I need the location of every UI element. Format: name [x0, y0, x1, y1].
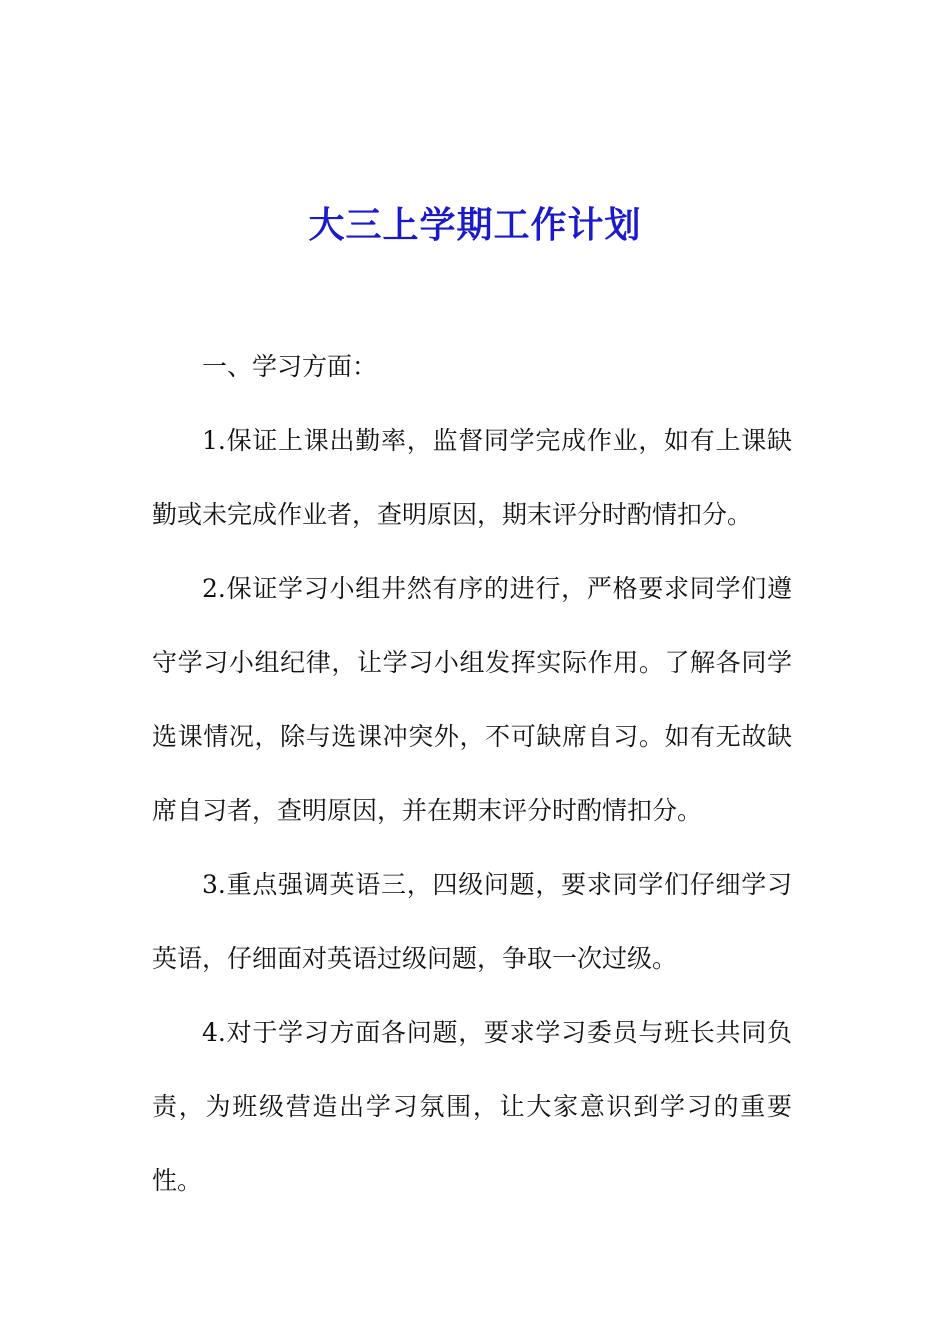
document-title: 大三上学期工作计划	[308, 205, 642, 247]
paragraph-item-4: 4.对于学习方面各问题，要求学习委员与班长共同负责，为班级营造出学习氛围，让大家意识到学习的重要性。	[152, 1018, 792, 1195]
paragraph-item-3: 3.重点强调英语三，四级问题，要求同学们仔细学习英语，仔细面对英语过级问题，争取一次过级。	[152, 870, 792, 973]
document-body	[152, 330, 792, 1218]
paragraph-item-2: 2.保证学习小组井然有序的进行，严格要求同学们遵守学习小组纪律，让学习小组发挥实际作用。了解各同学选课情况，除与选课冲突外，不可缺席自习。如有无故缺席自习者，查明原因，并在期末评分时酌情扣分。	[152, 574, 792, 825]
section-heading-study: 一、学习方面：	[202, 352, 378, 381]
paragraph-item-1: 1.保证上课出勤率，监督同学完成作业，如有上课缺勤或未完成作业者，查明原因，期末评分时酌情扣分。	[152, 426, 792, 529]
